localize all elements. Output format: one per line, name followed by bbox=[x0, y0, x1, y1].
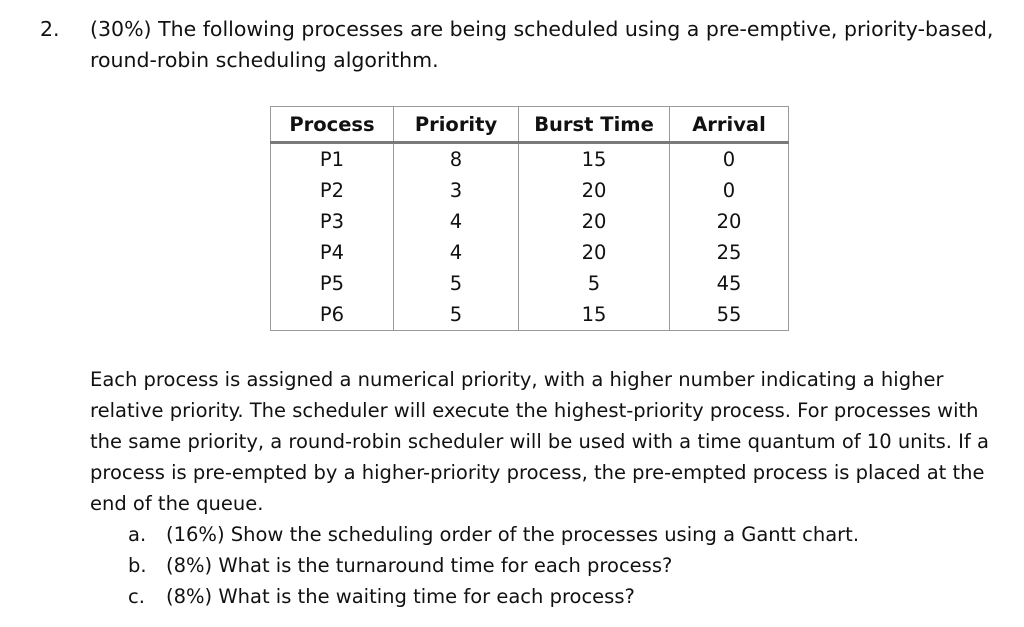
table-header-row bbox=[271, 107, 789, 143]
cell-burst-time: 15 bbox=[519, 299, 670, 331]
process-table bbox=[270, 106, 789, 331]
cell-priority: 5 bbox=[394, 299, 519, 331]
table-row bbox=[271, 206, 789, 237]
subquestion-list bbox=[128, 519, 859, 612]
question-text-line-1: (30%) The following processes are being scheduled using a pre-emptive, priority-based, bbox=[90, 17, 994, 41]
header-arrival: Arrival bbox=[670, 107, 789, 143]
cell-process: P2 bbox=[271, 175, 394, 206]
table-row bbox=[271, 237, 789, 268]
subquestion-letter: a. bbox=[128, 523, 147, 546]
cell-burst-time: 15 bbox=[519, 143, 670, 176]
cell-arrival: 0 bbox=[670, 143, 789, 176]
question-text-line-2: round-robin scheduling algorithm. bbox=[90, 48, 439, 72]
cell-priority: 8 bbox=[394, 143, 519, 176]
description-paragraph: Each process is assigned a numerical priority, with a higher number indicating a higher relative priority. The scheduler will execute the highest-priority process. For processes with the same priority, a round-robin scheduler will be used with a time quantum of 10 units. If a process is pre-empted by a higher-priority process, the pre-empted process is placed at the end of the queue. bbox=[90, 368, 989, 515]
cell-arrival: 55 bbox=[670, 299, 789, 331]
question-number: 2. bbox=[40, 17, 60, 41]
subquestion-text: (8%) What is the waiting time for each process? bbox=[166, 585, 635, 608]
cell-arrival: 0 bbox=[670, 175, 789, 206]
subquestion-text: (8%) What is the turnaround time for each process? bbox=[166, 554, 673, 577]
cell-burst-time: 20 bbox=[519, 237, 670, 268]
question-block bbox=[40, 14, 1000, 76]
cell-process: P5 bbox=[271, 268, 394, 299]
cell-arrival: 20 bbox=[670, 206, 789, 237]
cell-priority: 4 bbox=[394, 237, 519, 268]
subquestion-letter: c. bbox=[128, 585, 145, 608]
header-priority: Priority bbox=[394, 107, 519, 143]
cell-process: P4 bbox=[271, 237, 394, 268]
cell-arrival: 25 bbox=[670, 237, 789, 268]
header-burst-time: Burst Time bbox=[519, 107, 670, 143]
cell-burst-time: 20 bbox=[519, 175, 670, 206]
subquestion-text: (16%) Show the scheduling order of the processes using a Gantt chart. bbox=[166, 523, 860, 546]
subquestion-a bbox=[128, 519, 859, 550]
table-row bbox=[271, 299, 789, 331]
subquestion-letter: b. bbox=[128, 554, 147, 577]
cell-burst-time: 20 bbox=[519, 206, 670, 237]
cell-priority: 3 bbox=[394, 175, 519, 206]
cell-process: P1 bbox=[271, 143, 394, 176]
cell-process: P6 bbox=[271, 299, 394, 331]
subquestion-c bbox=[128, 581, 859, 612]
question-line-1 bbox=[40, 14, 1000, 45]
table-row bbox=[271, 175, 789, 206]
cell-burst-time: 5 bbox=[519, 268, 670, 299]
cell-arrival: 45 bbox=[670, 268, 789, 299]
cell-process: P3 bbox=[271, 206, 394, 237]
cell-priority: 4 bbox=[394, 206, 519, 237]
subquestion-b bbox=[128, 550, 859, 581]
cell-priority: 5 bbox=[394, 268, 519, 299]
table-row bbox=[271, 268, 789, 299]
header-process: Process bbox=[271, 107, 394, 143]
table-row bbox=[271, 143, 789, 176]
